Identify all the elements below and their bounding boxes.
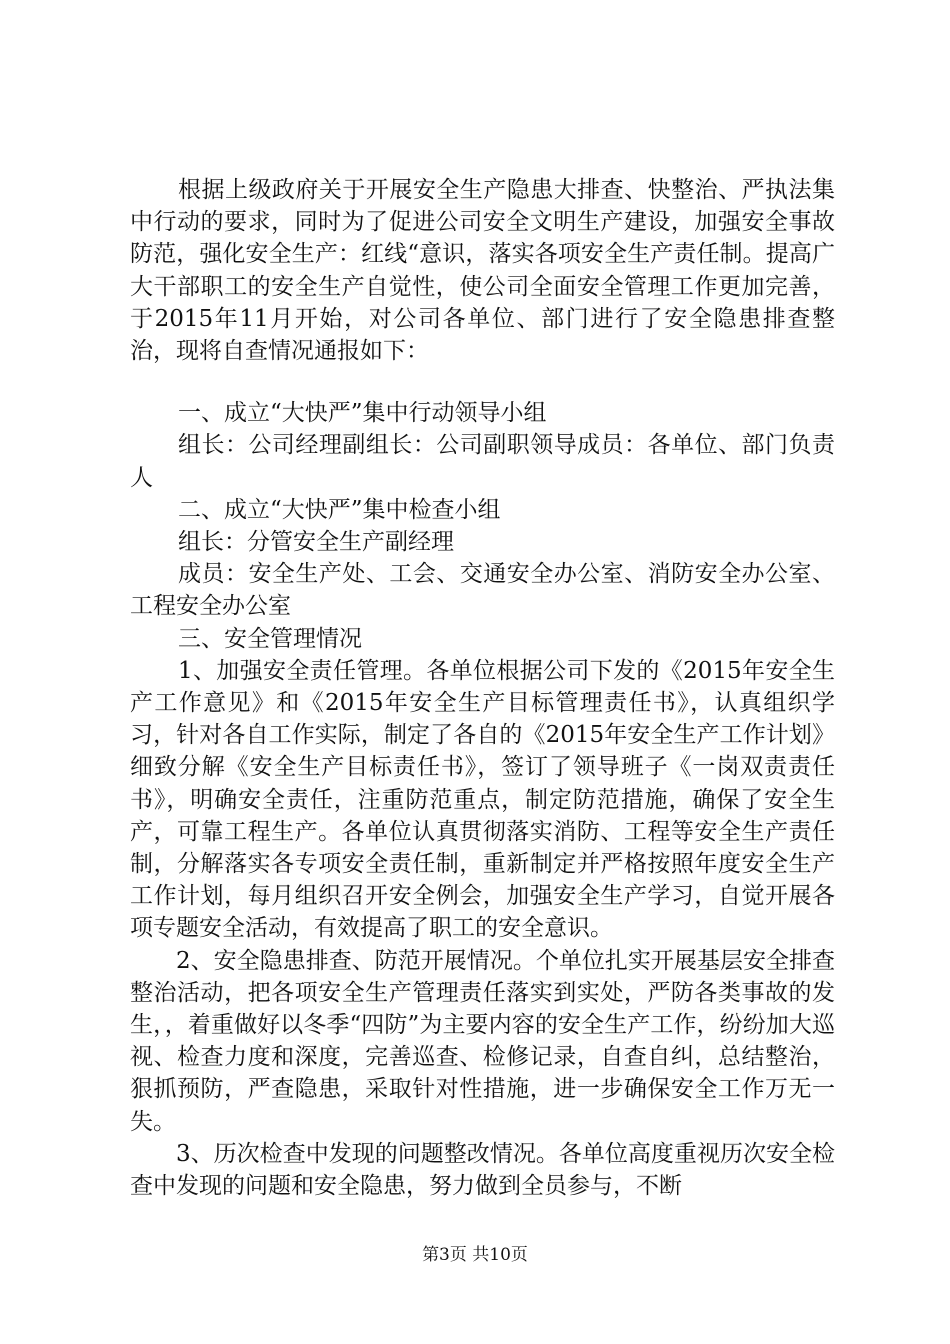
item-2-paragraph: 2、安全隐患排查、防范开展情况。个单位扎实开展基层安全排查整治活动，把各项安全生产管理责任落实到实处，严防各类事故的发生，，着重做好以冬季“四防”为主要内容的安全生产工作，纷纷加大巡视、检查力度和深度，完善巡查、检修记录，自查自纠，总结整治，狠抓预防，严查隐患，采取针对性措施，进一步确保安全工作万无一失。 [130, 947, 835, 1135]
document-body [130, 174, 835, 1202]
page-footer: 第3页 共10页 [422, 1245, 528, 1265]
leader-group-paragraph: 组长：公司经理副组长：公司副职领导成员：各单位、部门负责人 [130, 432, 835, 491]
item-1-paragraph: 1、加强安全责任管理。各单位根据公司下发的《2015年安全生产工作意见》和《2015年安全生产目标管理责任书》，认真组织学习，针对各自工作实际，制定了各自的《2015年安全生产工作计划》细致分解《安全生产目标责任书》，签订了领导班子《一岗双责责任书》，明确安全责任，注重防范重点，制定防范措施，确保了安全生产，可靠工程生产。各单位认真贯彻落实消防、工程等安全生产责任制，分解落实各专项安全责任制，重新制定并严格按照年度安全生产工作计划，每月组织召开安全例会，加强安全生产学习，自觉开展各项专题安全活动，有效提高了职工的安全意识。 [130, 657, 835, 942]
intro-paragraph: 根据上级政府关于开展安全生产隐患大排查、快整治、严执法集中行动的要求，同时为了促进公司安全文明生产建设，加强安全事故防范，强化安全生产：红线“意识，落实各项安全生产责任制。提高广大干部职工的安全生产自觉性，使公司全面安全管理工作更加完善，于2015年11月开始，对公司各单位、部门进行了安全隐患排查整治，现将自查情况通报如下： [130, 177, 835, 365]
inspection-members-paragraph: 成员：安全生产处、工会、交通安全办公室、消防安全办公室、工程安全办公室 [130, 561, 835, 620]
section-3-heading: 三、安全管理情况 [178, 625, 362, 652]
section-1-heading: 一、成立“大快严”集中行动领导小组 [178, 400, 547, 427]
section-2-heading: 二、成立“大快严”集中检查小组 [178, 496, 501, 523]
inspection-leader-paragraph: 组长：分管安全生产副经理 [178, 529, 454, 556]
item-3-paragraph: 3、历次检查中发现的问题整改情况。各单位高度重视历次安全检查中发现的问题和安全隐患，努力做到全员参与，不断 [130, 1140, 835, 1200]
